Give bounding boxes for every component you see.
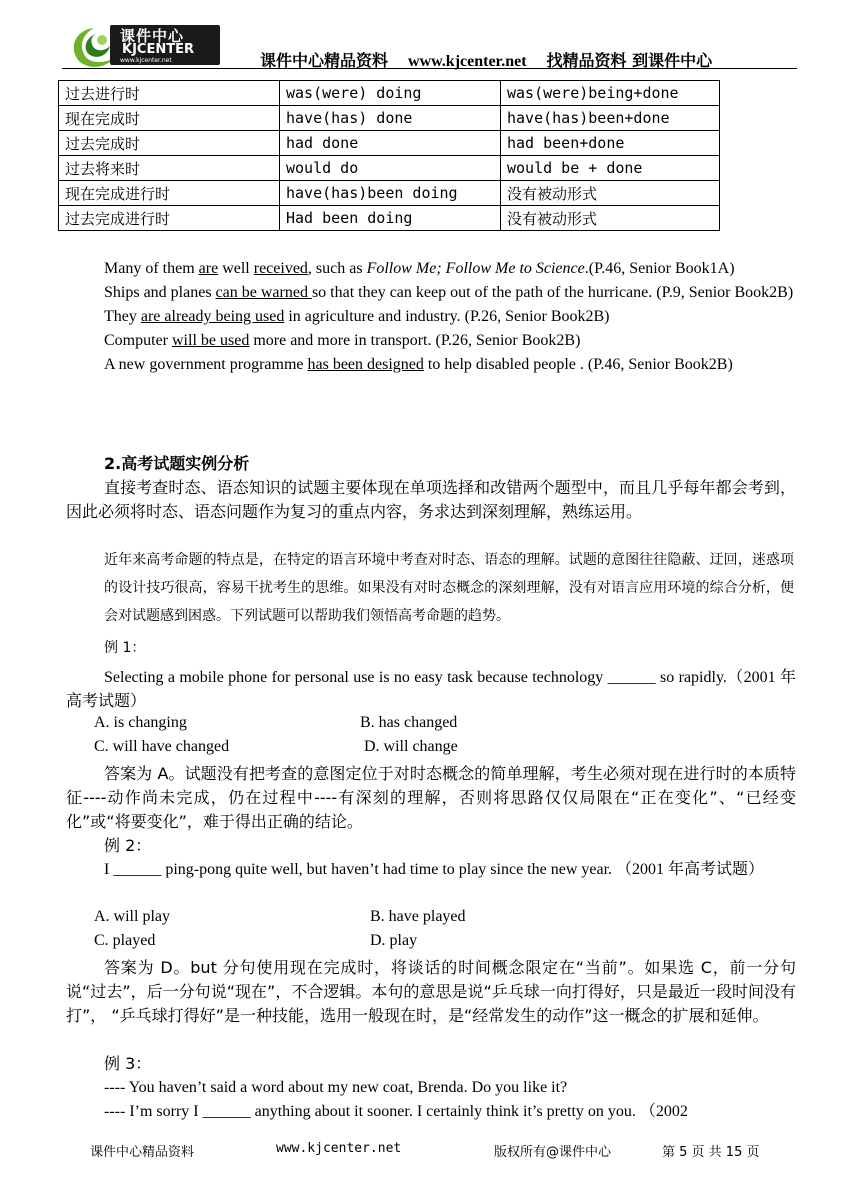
active-form-cell: would do [280,156,501,181]
passive-form-cell: was(were)being+done [501,81,720,106]
question-label: 例 2： [104,836,152,855]
passive-form-cell: 没有被动形式 [501,181,720,206]
footer-url[interactable]: www.kjcenter.net [276,1141,402,1156]
section-heading: 2.高考试题实例分析 [104,454,250,473]
option-b: B. has changed [360,714,458,731]
example-sentence: They are already being used in agriculture and industry. (P.26, Senior Book2B) [104,308,610,325]
active-form-cell: was(were) doing [280,81,501,106]
question-label: 例 1： [104,640,146,656]
passive-form-cell: 没有被动形式 [501,206,720,231]
tense-name-cell: 过去进行时 [59,81,280,106]
table-row [59,131,720,156]
passive-form-cell: had been+done [501,131,720,156]
kjcenter-logo [62,22,222,68]
page-header [62,22,797,70]
option-a: A. will play [94,908,170,925]
logo-english-text: KJCENTER [122,42,194,57]
header-url[interactable]: www.kjcenter.net [408,53,527,70]
footer-site-name: 课件中心精品资料 [90,1145,195,1160]
section-intro: 直接考查时态、语态知识的试题主要体现在单项选择和改错两个题型中，而且几乎每年都会考到，因此必须将时态、语态问题作为复习的重点内容，务求达到深刻理解，熟练运用。 [66,478,796,521]
table-row [59,81,720,106]
option-c: C. will have changed [94,738,230,755]
logo-chinese-text: 课件中心 [120,27,185,45]
question-stem: I ______ ping-pong quite well, but haven’t had time to play since the new year. （2001 年高考试题） [104,861,765,878]
example-sentence: Many of them are well received, such as Follow Me; Follow Me to Science.(P.46, Senior Book1A) [104,260,735,277]
section-2 [66,452,796,524]
section-note: 近年来高考命题的特点是，在特定的语言环境中考查对时态、语态的理解。试题的意图往往隐蔽、迂回，迷惑项的设计技巧很高，容易干扰考生的思维。如果没有对时态概念的深刻理解，没有对语言应用环境的综合分析，便会对试题感到困惑。下列试题可以帮助我们领悟高考命题的趋势。 [104,552,794,624]
question-2 [66,834,796,858]
question-label: 例 3： [104,1054,152,1073]
question-2-answer [66,956,796,1028]
tense-name-cell: 现在完成时 [59,106,280,131]
tense-voice-table [58,80,720,231]
logo-url-text: www.kjcenter.net [120,57,172,64]
tense-name-cell: 过去将来时 [59,156,280,181]
example-sentence: Ships and planes can be warned so that they can keep out of the path of the hurricane. (P.9, Senior Book2B) [104,284,794,301]
active-form-cell: have(has) done [280,106,501,131]
question-1 [66,634,796,662]
table-row [59,106,720,131]
option-d: D. play [370,932,418,949]
table-row [59,156,720,181]
answer-explanation: 答案为 D。but 分句使用现在完成时，将谈话的时间概念限定在“当前”。如果选 C，前一分句说“过去”，后一分句说“现在”，不合逻辑。本句的意思是说“乒乓球一向打得好，只是最近一段时间没有打”， “乒乓球打得好”是一种技能，选用一般现在时，是“经常发生的动作”这一概念的扩展和延伸。 [66,958,796,1025]
question-stem: Selecting a mobile phone for personal use is no easy task because technology ______ so rapidly.（2001 年高考试题） [66,669,796,710]
question-2-stem [66,858,796,882]
option-c: C. played [94,932,156,949]
example-sentence: Computer will be used more and more in transport. (P.26, Senior Book2B) [104,332,581,349]
table-row [59,181,720,206]
option-b: B. have played [370,908,466,925]
active-form-cell: had done [280,131,501,156]
passive-form-cell: would be + done [501,156,720,181]
table-row [59,206,720,231]
tense-name-cell: 过去完成进行时 [59,206,280,231]
tense-name-cell: 现在完成进行时 [59,181,280,206]
example-sentence: A new government programme has been designed to help disabled people . (P.46, Senior Book2B) [104,356,733,373]
option-a: A. is changing [94,714,187,731]
dialogue-line: ---- You haven’t said a word about my new coat, Brenda. Do you like it? [104,1079,568,1096]
textbook-examples [66,257,796,377]
header-slogan: 找精品资料 到课件中心 [546,51,713,70]
active-form-cell: have(has)been doing [280,181,501,206]
header-site-name: 课件中心精品资料 [260,51,389,70]
question-3 [66,1052,796,1076]
question-1-answer [66,762,796,834]
passive-form-cell: have(has)been+done [501,106,720,131]
header-divider [62,68,797,69]
answer-explanation: 答案为 A。试题没有把考查的意图定位于对时态概念的简单理解，考生必须对现在进行时的本质特征----动作尚未完成，仍在过程中----有深刻的理解，否则将思路仅仅局限在“正在变化”、“已经变化”或“将要变化”，难于得出正确的结论。 [66,764,796,831]
footer-copyright: 版权所有@课件中心 [494,1145,612,1160]
tense-name-cell: 过去完成时 [59,131,280,156]
option-d: D. will change [364,738,458,755]
question-3-dialogue [66,1076,796,1124]
question-1-stem [66,666,796,714]
dialogue-line: ---- I’m sorry I ______ anything about it sooner. I certainly think it’s pretty on you. （2002 [104,1103,688,1120]
footer-page-number: 第 5 页 共 15 页 [662,1145,760,1160]
active-form-cell: Had been doing [280,206,501,231]
